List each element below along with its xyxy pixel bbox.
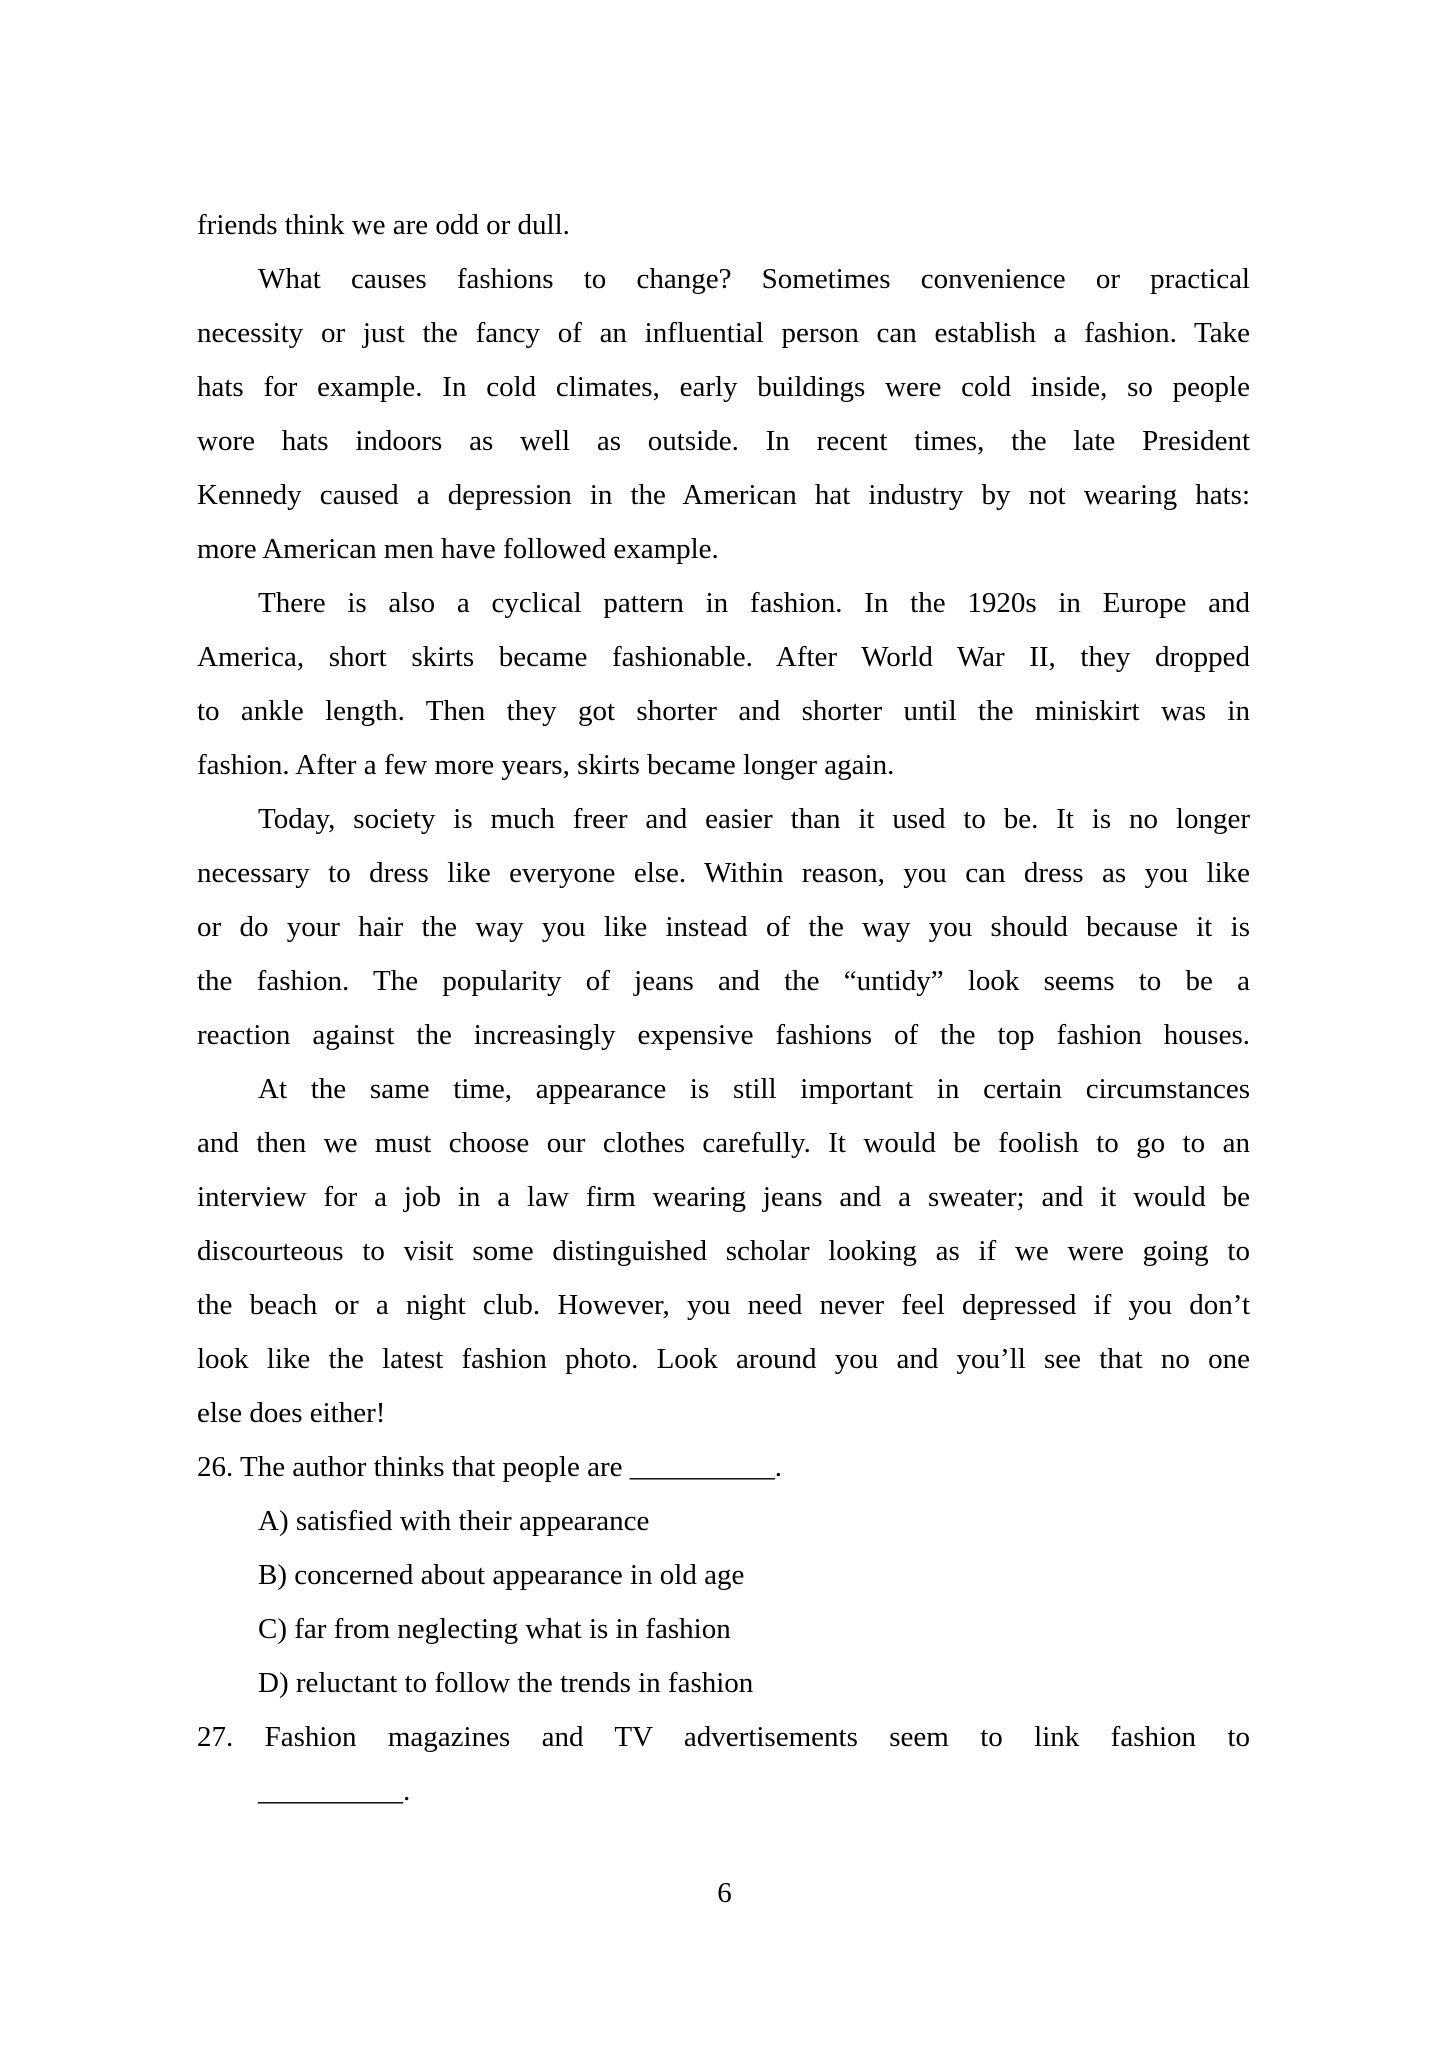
reading-passage-and-questions (197, 198, 1250, 1818)
passage-line: hats for example. In cold climates, early buildings were cold inside, so people (197, 371, 1250, 403)
passage-line: or do your hair the way you like instead of the way you should because it is (197, 911, 1250, 943)
question-27-stem: 27. Fashion magazines and TV advertisements seem to link fashion to (197, 1721, 1250, 1753)
passage-line: wore hats indoors as well as outside. In recent times, the late President (197, 425, 1250, 457)
passage-line: more American men have followed example. (197, 533, 719, 565)
passage-line: America, short skirts became fashionable. After World War II, they dropped (197, 641, 1250, 673)
question-26-option-d: D) reluctant to follow the trends in fashion (258, 1667, 754, 1699)
passage-line: reaction against the increasingly expensive fashions of the top fashion houses. (197, 1019, 1250, 1051)
passage-line: necessary to dress like everyone else. Within reason, you can dress as you like (197, 857, 1250, 889)
passage-line: Today, society is much freer and easier than it used to be. It is no longer (258, 803, 1250, 835)
passage-line: look like the latest fashion photo. Look around you and you’ll see that no one (197, 1343, 1250, 1375)
passage-line: and then we must choose our clothes carefully. It would be foolish to go to an (197, 1127, 1250, 1159)
passage-line: interview for a job in a law firm wearing jeans and a sweater; and it would be (197, 1181, 1250, 1213)
question-26-option-a: A) satisfied with their appearance (258, 1505, 650, 1537)
passage-line: What causes fashions to change? Sometimes convenience or practical (258, 263, 1250, 295)
passage-line: to ankle length. Then they got shorter and shorter until the miniskirt was in (197, 695, 1250, 727)
passage-line: discourteous to visit some distinguished scholar looking as if we were going to (197, 1235, 1250, 1267)
question-27-blank: __________. (258, 1775, 411, 1807)
passage-line: the fashion. The popularity of jeans and the “untidy” look seems to be a (197, 965, 1250, 997)
passage-line: Kennedy caused a depression in the American hat industry by not wearing hats: (197, 479, 1250, 511)
question-26-option-c: C) far from neglecting what is in fashion (258, 1613, 731, 1645)
question-26-option-b: B) concerned about appearance in old age (258, 1559, 745, 1591)
passage-line: else does either! (197, 1397, 386, 1429)
passage-line: At the same time, appearance is still important in certain circumstances (258, 1073, 1250, 1105)
passage-line: fashion. After a few more years, skirts became longer again. (197, 749, 895, 781)
question-26-stem: 26. The author thinks that people are __________. (197, 1451, 782, 1483)
passage-line: friends think we are odd or dull. (197, 209, 570, 241)
passage-line: necessity or just the fancy of an influential person can establish a fashion. Take (197, 317, 1250, 349)
passage-line: the beach or a night club. However, you need never feel depressed if you don’t (197, 1289, 1250, 1321)
passage-line: There is also a cyclical pattern in fashion. In the 1920s in Europe and (258, 587, 1250, 619)
page-number: 6 (717, 1877, 732, 1909)
